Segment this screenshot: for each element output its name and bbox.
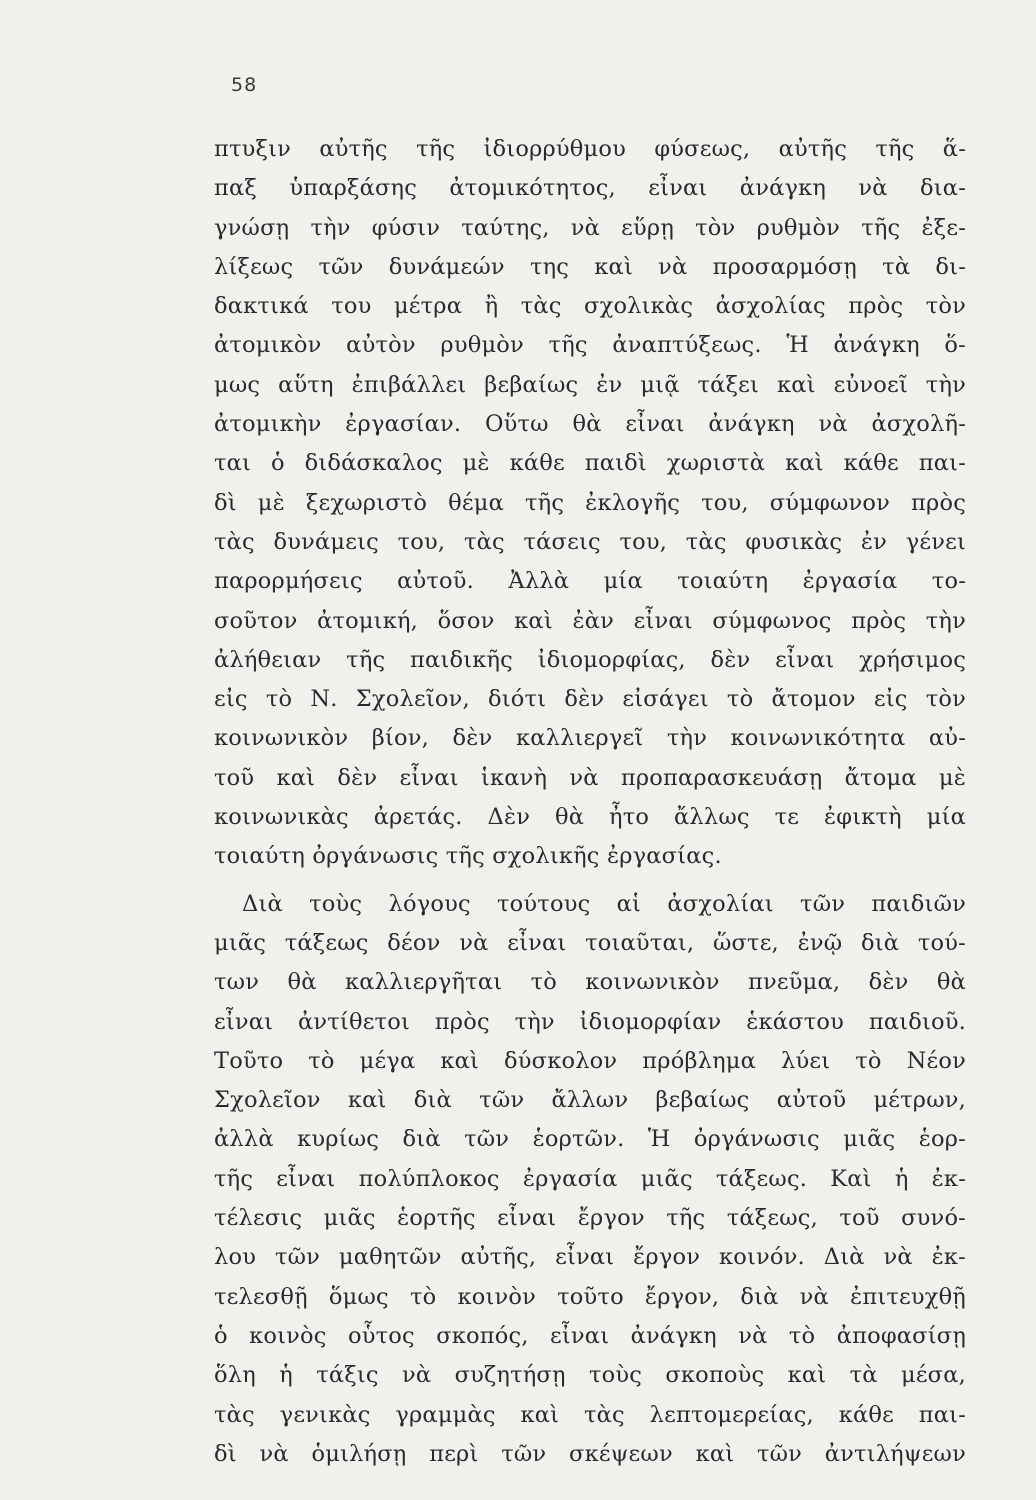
text-line: δὶ νὰ ὁμιλήσῃ περὶ τῶν σκέψεων καὶ τῶν ἀντιλήψεων: [214, 1440, 966, 1467]
text-line: μως αὕτη ἐπιβάλλει βεβαίως ἐν μιᾷ τάξει καὶ εὐνοεῖ τὴν: [214, 371, 966, 398]
text-line: γνώσῃ τὴν φύσιν ταύτης, νὰ εὕρῃ τὸν ρυθμὸν τῆς ἐξε-: [214, 214, 966, 241]
text-line: μιᾶς τάξεως δέον νὰ εἶναι τοιαῦται, ὥστε, ἐνῷ διὰ τού-: [214, 929, 966, 956]
text-line: των θὰ καλλιεργῆται τὸ κοινωνικὸν πνεῦμα, δὲν θὰ: [214, 969, 966, 996]
text-line: ἀλλὰ κυρίως διὰ τῶν ἑορτῶν. Ἡ ὀργάνωσις μιᾶς ἑορ-: [214, 1126, 966, 1153]
text-line: τὰς γενικὰς γραμμὰς καὶ τὰς λεπτομερείας, κάθε παι-: [214, 1401, 966, 1428]
text-line: παρορμήσεις αὐτοῦ. Ἀλλὰ μία τοιαύτη ἐργασία το-: [214, 568, 966, 595]
text-line: σοῦτον ἀτομική, ὅσον καὶ ἐὰν εἶναι σύμφωνος πρὸς τὴν: [214, 607, 966, 634]
text-line: τοῦ καὶ δὲν εἶναι ἱκανὴ νὰ προπαρασκευάσῃ ἄτομα μὲ: [214, 764, 966, 791]
text-line: τελεσθῇ ὅμως τὸ κοινὸν τοῦτο ἔργον, διὰ νὰ ἐπιτευχθῇ: [214, 1283, 966, 1310]
text-line: δὶ μὲ ξεχωριστὸ θέμα τῆς ἐκλογῆς του, σύμφωνον πρὸς: [214, 489, 966, 516]
text-line: τὰς δυνάμεις του, τὰς τάσεις του, τὰς φυσικὰς ἐν γένει: [214, 528, 966, 555]
text-line: ἀλήθειαν τῆς παιδικῆς ἰδιομορφίας, δὲν εἶναι χρήσιμος: [214, 646, 966, 673]
text-line: Τοῦτο τὸ μέγα καὶ δύσκολον πρόβλημα λύει τὸ Νέον: [214, 1047, 966, 1074]
text-line: τῆς εἶναι πολύπλοκος ἐργασία μιᾶς τάξεως. Καὶ ἡ ἐκ-: [214, 1165, 966, 1192]
text-line: πτυξιν αὐτῆς τῆς ἰδιορρύθμου φύσεως, αὐτῆς τῆς ἅ-: [214, 136, 966, 162]
paragraph-2: [214, 885, 966, 1474]
text-line: ἀτομικὴν ἐργασίαν. Οὕτω θὰ εἶναι ἀνάγκη νὰ ἀσχολῆ-: [214, 411, 966, 438]
text-line: ται ὁ διδάσκαλος μὲ κάθε παιδὶ χωριστὰ καὶ κάθε παι-: [214, 450, 966, 477]
text-line: κοινωνικὸν βίον, δὲν καλλιεργεῖ τὴν κοινωνικότητα αὐ-: [214, 725, 966, 752]
text-line: τοιαύτη ὀργάνωσις τῆς σχολικῆς ἐργασίας.: [214, 843, 722, 870]
text-line: ὁ κοινὸς οὗτος σκοπός, εἶναι ἀνάγκη νὰ τὸ ἀποφασίσῃ: [214, 1322, 966, 1349]
text-line: ἀτομικὸν αὐτὸν ρυθμὸν τῆς ἀναπτύξεως. Ἡ ἀνάγκη ὅ-: [214, 332, 966, 359]
text-line: τέλεσις μιᾶς ἑορτῆς εἶναι ἔργον τῆς τάξεως, τοῦ συνό-: [214, 1205, 966, 1232]
text-line: λου τῶν μαθητῶν αὐτῆς, εἶναι ἔργον κοινόν. Διὰ νὰ ἐκ-: [214, 1244, 966, 1271]
paragraph-1: [214, 130, 966, 877]
paragraph-gap: [214, 877, 966, 885]
text-line: δακτικά του μέτρα ἢ τὰς σχολικὰς ἀσχολίας πρὸς τὸν: [214, 293, 966, 320]
text-line: εἶναι ἀντίθετοι πρὸς τὴν ἰδιομορφίαν ἑκάστου παιδιοῦ.: [214, 1008, 966, 1035]
text-line: Διὰ τοὺς λόγους τούτους αἱ ἀσχολίαι τῶν παιδιῶν: [242, 890, 966, 917]
page-number: 58: [231, 74, 258, 96]
text-line: παξ ὑπαρξάσης ἀτομικότητος, εἶναι ἀνάγκη νὰ δια-: [214, 175, 966, 202]
text-line: κοινωνικὰς ἀρετάς. Δὲν θὰ ἦτο ἄλλως τε ἐφικτὴ μία: [214, 804, 966, 831]
text-line: λίξεως τῶν δυνάμεών της καὶ νὰ προσαρμόσῃ τὰ δι-: [214, 253, 966, 280]
text-line: Σχολεῖον καὶ διὰ τῶν ἄλλων βεβαίως αὐτοῦ μέτρων,: [214, 1087, 966, 1114]
text-line: εἰς τὸ Ν. Σχολεῖον, διότι δὲν εἰσάγει τὸ ἄτομον εἰς τὸν: [214, 686, 966, 713]
body-text: [214, 130, 966, 1474]
text-line: ὅλη ἡ τάξις νὰ συζητήσῃ τοὺς σκοποὺς καὶ τὰ μέσα,: [214, 1362, 966, 1389]
